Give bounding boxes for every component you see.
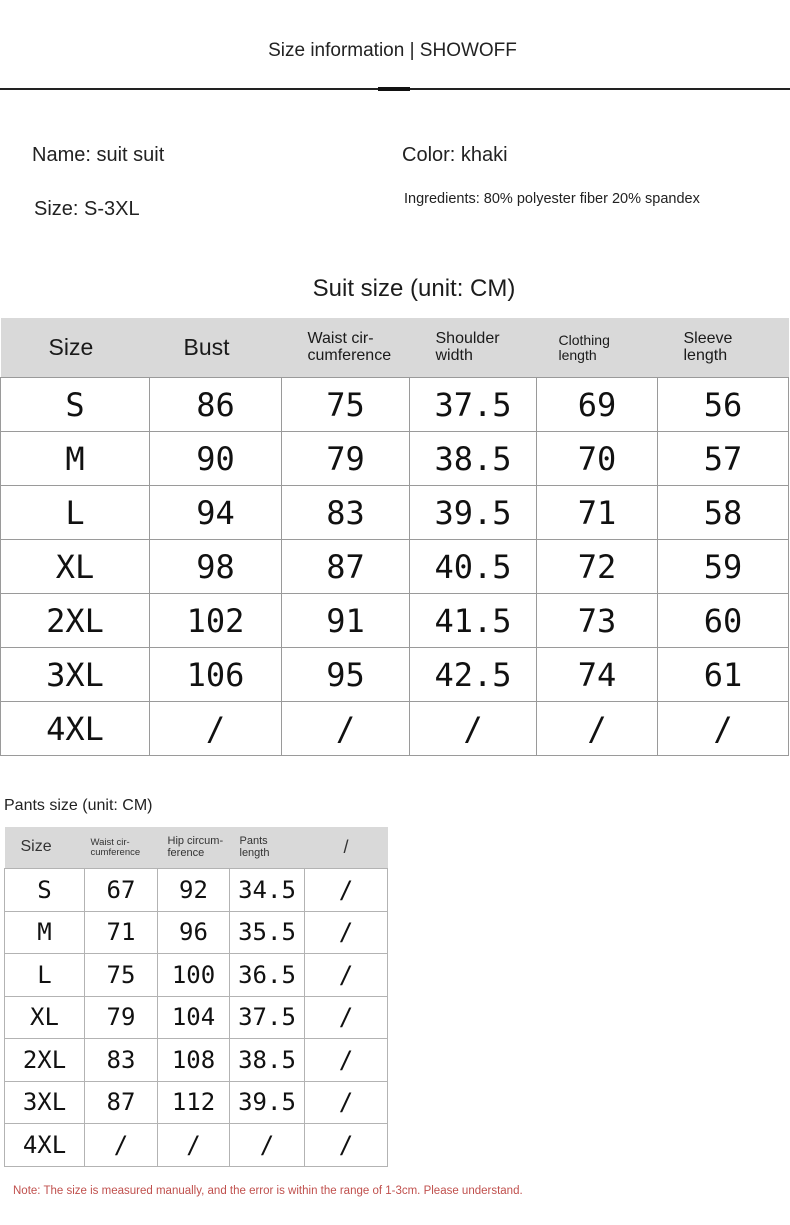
suit-cell: 91 — [282, 594, 410, 648]
pants-size-title: Pants size (unit: CM) — [4, 797, 153, 814]
suit-cell: 94 — [150, 486, 282, 540]
suit-cell: 79 — [282, 432, 410, 486]
pants-cell: 3XL — [5, 1081, 85, 1124]
pants-cell: 112 — [158, 1081, 230, 1124]
suit-table-row — [1, 648, 789, 702]
pants-header-hip: Hip circum- ference — [158, 827, 230, 869]
pants-table-header-row — [5, 827, 388, 869]
pants-cell: 100 — [158, 954, 230, 997]
suit-header-waist: Waist cir- cumference — [282, 318, 410, 378]
suit-cell: 95 — [282, 648, 410, 702]
pants-cell: / — [305, 1039, 388, 1082]
pants-cell: 38.5 — [230, 1039, 305, 1082]
pants-table-row — [5, 911, 388, 954]
suit-cell: 74 — [537, 648, 658, 702]
pants-cell: 4XL — [5, 1124, 85, 1167]
suit-table-row — [1, 432, 789, 486]
suit-table-row — [1, 702, 789, 756]
suit-table-header-row — [1, 318, 789, 378]
pants-table-row — [5, 869, 388, 912]
suit-cell: 56 — [658, 378, 789, 432]
suit-cell: 58 — [658, 486, 789, 540]
pants-cell: 39.5 — [230, 1081, 305, 1124]
pants-cell: M — [5, 911, 85, 954]
suit-header-sleeve-length: Sleeve length — [658, 318, 789, 378]
suit-header-bust: Bust — [150, 318, 282, 378]
suit-cell: XL — [1, 540, 150, 594]
suit-table-row — [1, 486, 789, 540]
pants-table-row — [5, 1124, 388, 1167]
suit-cell: S — [1, 378, 150, 432]
pants-cell: / — [305, 1081, 388, 1124]
pants-table-row — [5, 996, 388, 1039]
suit-cell: 86 — [150, 378, 282, 432]
suit-cell: 2XL — [1, 594, 150, 648]
suit-cell: 39.5 — [410, 486, 537, 540]
suit-cell: 72 — [537, 540, 658, 594]
pants-cell: 34.5 — [230, 869, 305, 912]
pants-cell: 35.5 — [230, 911, 305, 954]
suit-cell: 42.5 — [410, 648, 537, 702]
pants-cell: 83 — [85, 1039, 158, 1082]
suit-cell: 106 — [150, 648, 282, 702]
suit-cell: 83 — [282, 486, 410, 540]
pants-cell: / — [305, 954, 388, 997]
pants-cell: / — [305, 996, 388, 1039]
suit-table-row — [1, 540, 789, 594]
header-divider-accent — [378, 87, 410, 91]
suit-cell: 59 — [658, 540, 789, 594]
suit-header-size: Size — [1, 318, 150, 378]
measurement-note: Note: The size is measured manually, and the error is within the range of 1-3cm. Please understand. — [13, 1185, 523, 1197]
pants-size-table — [4, 827, 388, 1167]
suit-size-table — [0, 318, 789, 756]
pants-cell: / — [230, 1124, 305, 1167]
pants-cell: 96 — [158, 911, 230, 954]
pants-header-waist: Waist cir- cumference — [85, 827, 158, 869]
suit-cell: / — [150, 702, 282, 756]
suit-table-row — [1, 594, 789, 648]
suit-cell: / — [537, 702, 658, 756]
suit-cell: 102 — [150, 594, 282, 648]
pants-header-pants-length: Pants length — [230, 827, 305, 869]
pants-cell: / — [158, 1124, 230, 1167]
suit-cell: 3XL — [1, 648, 150, 702]
pants-cell: 2XL — [5, 1039, 85, 1082]
pants-header-blank: / — [305, 827, 388, 869]
suit-cell: 98 — [150, 540, 282, 594]
suit-cell: / — [410, 702, 537, 756]
pants-cell: S — [5, 869, 85, 912]
pants-cell: 36.5 — [230, 954, 305, 997]
pants-table-row — [5, 954, 388, 997]
suit-cell: 61 — [658, 648, 789, 702]
pants-cell: 75 — [85, 954, 158, 997]
suit-cell: 73 — [537, 594, 658, 648]
pants-cell: 71 — [85, 911, 158, 954]
pants-cell: L — [5, 954, 85, 997]
pants-cell: 87 — [85, 1081, 158, 1124]
suit-cell: L — [1, 486, 150, 540]
suit-cell: 90 — [150, 432, 282, 486]
pants-cell: / — [85, 1124, 158, 1167]
suit-cell: / — [282, 702, 410, 756]
pants-table-row — [5, 1081, 388, 1124]
suit-cell: 41.5 — [410, 594, 537, 648]
product-ingredients: Ingredients: 80% polyester fiber 20% spandex — [404, 191, 700, 207]
suit-cell: 75 — [282, 378, 410, 432]
suit-cell: 57 — [658, 432, 789, 486]
suit-cell: 38.5 — [410, 432, 537, 486]
suit-cell: 60 — [658, 594, 789, 648]
pants-cell: 67 — [85, 869, 158, 912]
suit-header-shoulder: Shoulder width — [410, 318, 537, 378]
suit-cell: M — [1, 432, 150, 486]
pants-header-size: Size — [5, 827, 85, 869]
pants-table-row — [5, 1039, 388, 1082]
suit-cell: 87 — [282, 540, 410, 594]
pants-cell: / — [305, 1124, 388, 1167]
suit-cell: 4XL — [1, 702, 150, 756]
product-name: Name: suit suit — [32, 144, 165, 166]
suit-cell: / — [658, 702, 789, 756]
pants-cell: 92 — [158, 869, 230, 912]
pants-cell: / — [305, 869, 388, 912]
pants-cell: 79 — [85, 996, 158, 1039]
pants-cell: 37.5 — [230, 996, 305, 1039]
suit-cell: 69 — [537, 378, 658, 432]
suit-cell: 70 — [537, 432, 658, 486]
suit-cell: 40.5 — [410, 540, 537, 594]
suit-cell: 71 — [537, 486, 658, 540]
pants-cell: 108 — [158, 1039, 230, 1082]
pants-cell: XL — [5, 996, 85, 1039]
product-size-range: Size: S-3XL — [34, 198, 140, 220]
page-title: Size information | SHOWOFF — [268, 40, 517, 61]
suit-header-clothing-length: Clothing length — [537, 318, 658, 378]
suit-table-row — [1, 378, 789, 432]
product-color: Color: khaki — [402, 144, 508, 166]
suit-size-title: Suit size (unit: CM) — [312, 275, 516, 302]
pants-cell: 104 — [158, 996, 230, 1039]
pants-cell: / — [305, 911, 388, 954]
suit-cell: 37.5 — [410, 378, 537, 432]
